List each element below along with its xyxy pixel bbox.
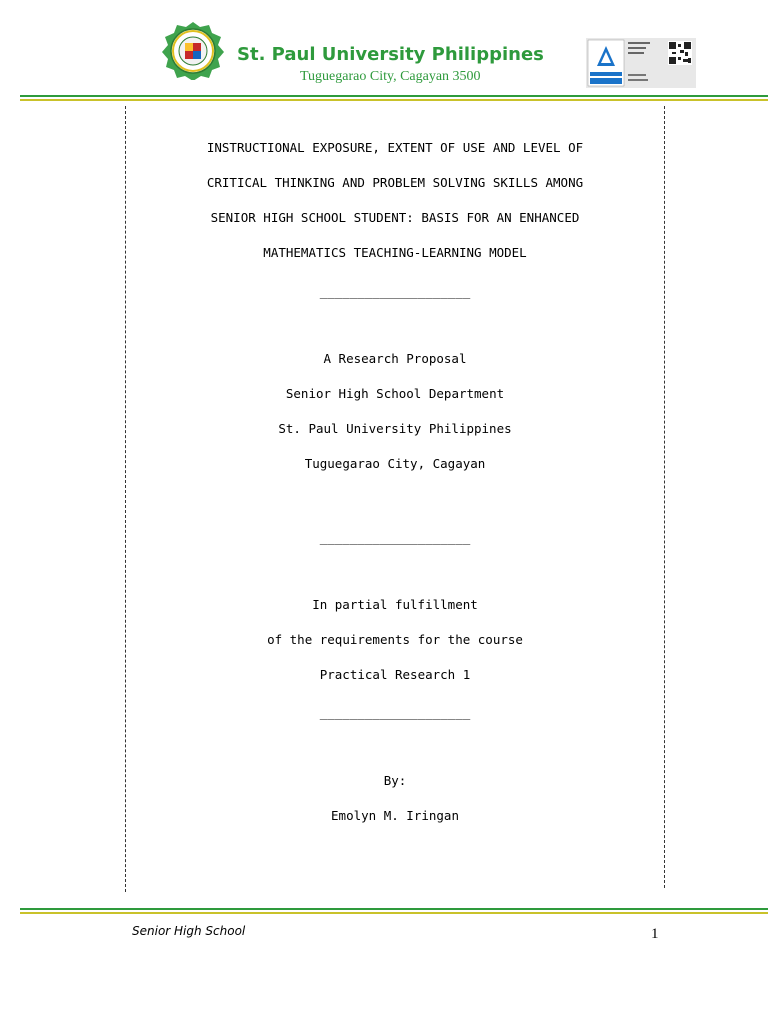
proposal-line: St. Paul University Philippines bbox=[278, 421, 512, 436]
title-line: SENIOR HIGH SCHOOL STUDENT: BASIS FOR AN ENHANCED bbox=[210, 210, 580, 225]
separator-line: ____________________ bbox=[319, 705, 471, 720]
proposal-line: A Research Proposal bbox=[323, 351, 467, 366]
separator-line: ____________________ bbox=[319, 530, 471, 545]
fulfillment-line: of the requirements for the course bbox=[267, 632, 523, 647]
author-name: Emolyn M. Iringan bbox=[331, 808, 459, 823]
proposal-line: Tuguegarao City, Cagayan bbox=[304, 456, 486, 471]
header-rule-yellow bbox=[20, 99, 768, 101]
university-address: Tuguegarao City, Cagayan 3500 bbox=[300, 69, 481, 84]
page-number: 1 bbox=[651, 926, 659, 942]
title-line: MATHEMATICS TEACHING-LEARNING MODEL bbox=[263, 245, 527, 260]
iso-certification-icon bbox=[586, 38, 696, 88]
page-border-right bbox=[664, 106, 665, 888]
header-rule-green bbox=[20, 95, 768, 97]
fulfillment-line: Practical Research 1 bbox=[319, 667, 471, 682]
university-seal-icon bbox=[160, 22, 226, 80]
by-label: By: bbox=[383, 773, 407, 788]
proposal-line: Senior High School Department bbox=[285, 386, 505, 401]
footer-rule-green bbox=[20, 908, 768, 910]
title-line: CRITICAL THINKING AND PROBLEM SOLVING SKILLS AMONG bbox=[206, 175, 584, 190]
footer-department: Senior High School bbox=[132, 924, 246, 938]
fulfillment-line: In partial fulfillment bbox=[312, 597, 478, 612]
page-border-left bbox=[125, 106, 126, 892]
university-name: St. Paul University Philippines bbox=[237, 44, 544, 65]
separator-line: ____________________ bbox=[319, 284, 471, 299]
footer-rule-yellow bbox=[20, 912, 768, 914]
title-line: INSTRUCTIONAL EXPOSURE, EXTENT OF USE AND LEVEL OF bbox=[206, 140, 584, 155]
